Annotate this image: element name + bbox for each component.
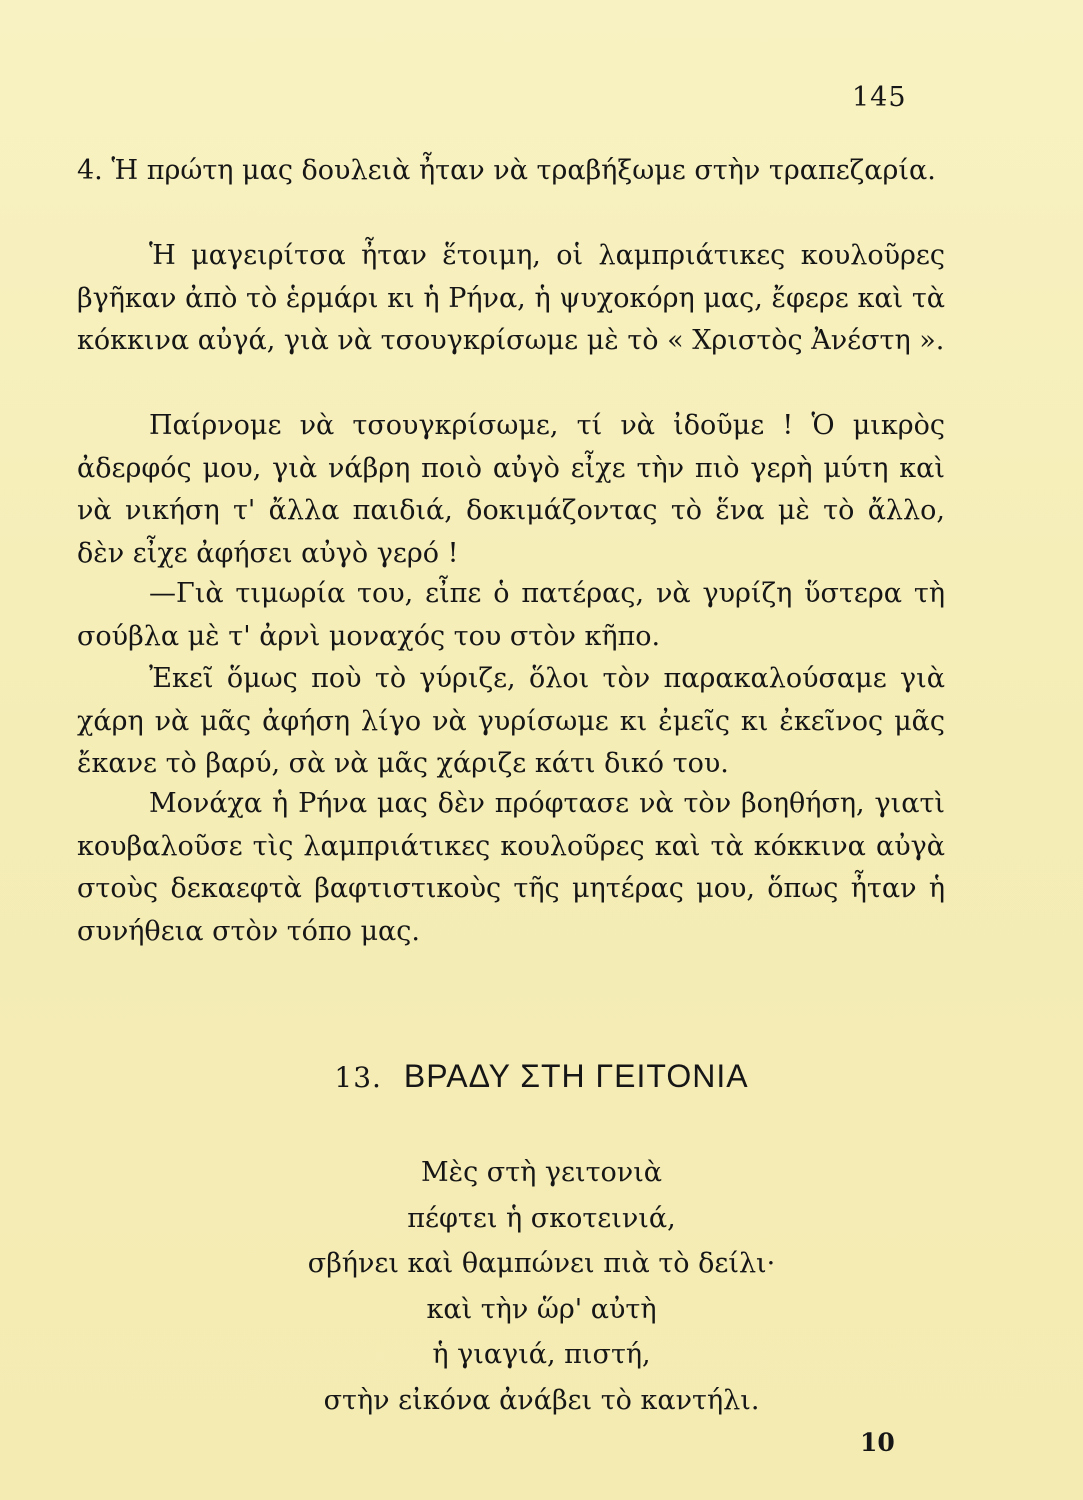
paragraph-5: Ἐκεῖ ὅμως ποὺ τὸ γύριζε, ὅλοι τὸν παρακαλούσαμε γιὰ χάρη νὰ μᾶς ἀφήση λίγο νὰ γυρίσωμε κι ἐμεῖς κι ἐκεῖνος μᾶς ἔκανε τὸ βαρύ, σὰ νὰ μᾶς χάριζε κάτι δικό του. — [77, 663, 945, 779]
paragraph-3: Παίρνομε νὰ τσουγκρίσωμε, τί νὰ ἰδοῦμε ! Ὁ μικρὸς ἀδερφός μου, γιὰ νάβρη ποιὸ αὐγὸ εἶχε τὴν πιὸ γερὴ μύτη καὶ νὰ νικήση τ' ἄλλα παιδιά, δοκιμάζοντας τὸ ἕνα μὲ τὸ ἄλλο, δὲν εἶχε ἀφήσει αὐγὸ γερό ! — [77, 410, 945, 569]
poem-line-5: ἡ γιαγιά, πιστή, — [432, 1339, 651, 1370]
poem-line-2: πέφτει ἡ σκοτεινιά, — [407, 1202, 676, 1234]
chapter-title: ΒΡΑΔΥ ΣΤΗ ΓΕΙΤΟΝΙΑ — [403, 1058, 749, 1094]
poem-line-1: Μὲς στὴ γειτονιὰ — [420, 1157, 663, 1188]
paragraph-6: Μονάχα ἡ Ρήνα μας δὲν πρόφτασε νὰ τὸν βοηθήση, γιατὶ κουβαλοῦσε τὶς λαμπριάτικες κουλοῦρες καὶ τὰ κόκκινα αὐγὰ στοὺς δεκαεφτὰ βαφτιστικοὺς τῆς μητέρας μου, ὅπως ἦταν ἡ συνήθεια στὸν τόπο μας. — [77, 788, 945, 947]
chapter-number: 13. — [334, 1061, 382, 1094]
paragraph-1: 4. Ἡ πρώτη μας δουλειὰ ἦταν νὰ τραβήξωμε στὴν τραπεζαρία. — [77, 155, 936, 186]
poem-line-3: σβήνει καὶ θαμπώνει πιὰ τὸ δείλι· — [307, 1248, 776, 1279]
poem — [0, 1150, 1083, 1423]
paragraph-4: —Γιὰ τιμωρία του, εἶπε ὁ πατέρας, νὰ γυρίζη ὕστερα τὴ σούβλα μὲ τ' ἀρνὶ μοναχός του στὸν κῆπο. — [77, 578, 945, 652]
page-number: 145 — [852, 82, 907, 113]
signature-mark: 10 — [860, 1428, 895, 1457]
chapter-heading — [0, 1058, 1083, 1095]
poem-line-6: στὴν εἰκόνα ἀνάβει τὸ καντήλι. — [323, 1384, 760, 1416]
paragraph-2: Ἡ μαγειρίτσα ἦταν ἕτοιμη, οἱ λαμπριάτικες κουλοῦρες βγῆκαν ἀπὸ τὸ ἑρμάρι κι ἡ Ρήνα, ἡ ψυχοκόρη μας, ἔφερε καὶ τὰ κόκκινα αὐγά, γιὰ νὰ τσουγκρίσωμε μὲ τὸ « Χριστὸς Ἀνέστη ». — [77, 240, 945, 356]
poem-line-4: καὶ τὴν ὥρ' αὐτὴ — [426, 1293, 657, 1325]
